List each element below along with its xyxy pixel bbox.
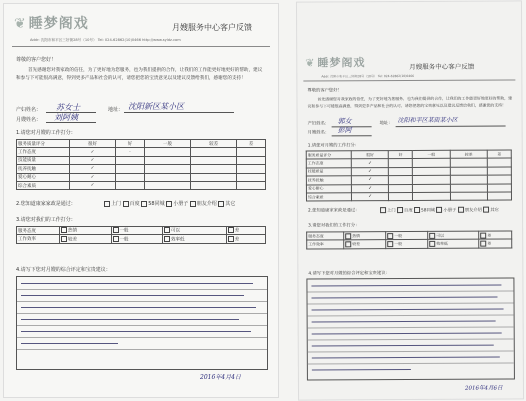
rating-row-label: 爱心耐心 xyxy=(17,173,70,181)
rating-check: ✓ xyxy=(351,176,388,185)
rating-header: 好 xyxy=(389,150,413,159)
option-label: 朋友介绍 xyxy=(464,208,482,214)
rating-header: 好 xyxy=(116,140,145,148)
service-table xyxy=(306,230,512,249)
rating-check: ✓ xyxy=(351,167,388,176)
option-label: 热情 xyxy=(352,232,360,238)
option-label: 58同城 xyxy=(420,208,436,214)
question-1: 1.请您对月嫂的工作打分： xyxy=(307,143,360,149)
service-table xyxy=(16,226,266,244)
rating-cell: · xyxy=(116,148,145,156)
option-label: 百度 xyxy=(129,201,140,207)
question-4: 4.请写下您对月嫂的综合评定和宝贵建议： xyxy=(308,271,390,277)
handwritten-line xyxy=(21,315,263,324)
handwritten-line xyxy=(21,303,263,312)
nanny-name: 刘阿姨 xyxy=(54,113,78,122)
rating-header: 很好 xyxy=(70,140,116,148)
option-label: 小册子 xyxy=(173,201,189,207)
rating-check: ✓ xyxy=(70,173,116,181)
option-label: 较差 xyxy=(68,237,77,243)
date-signature: 2016年4月4日 xyxy=(200,374,241,381)
logo-text: 睡梦阁戏 xyxy=(28,16,89,32)
table-row xyxy=(306,192,511,201)
rating-header: 一般 xyxy=(413,150,450,159)
greeting: 尊敬的客户您好！ xyxy=(307,88,342,94)
feedback-form-left xyxy=(4,4,278,397)
handwritten-line xyxy=(312,316,510,326)
option-label: 一般 xyxy=(119,228,129,234)
customer-label: 产妇姓名： xyxy=(16,107,42,113)
rating-header: 很好 xyxy=(351,151,388,160)
table-row xyxy=(17,156,266,164)
rating-row-label: 抚养抚触 xyxy=(306,176,351,185)
form-title: 月嫂服务中心客户反馈 xyxy=(172,23,252,32)
customer-name: 郭女 xyxy=(337,117,352,126)
option-label: 差 xyxy=(234,228,240,234)
option-label: 上门 xyxy=(111,201,122,207)
rating-check: ✓ xyxy=(70,148,116,156)
question-2: 2.您知道康家家政是通过： xyxy=(16,201,76,207)
option-label: 一般 xyxy=(394,241,403,247)
rating-header: 较差 xyxy=(450,150,487,159)
handwritten-line xyxy=(311,280,509,290)
option-label: 热情 xyxy=(68,228,77,234)
address-underline xyxy=(396,125,506,126)
question-4: 4.请写下您对月嫂的综合评定和宝贵建议： xyxy=(16,267,111,273)
handwritten-line xyxy=(21,291,263,300)
company-logo: ❦ 睡梦阁戏 xyxy=(14,16,89,32)
address-label: 地址： xyxy=(379,121,393,127)
handwritten-line xyxy=(312,328,510,338)
option-label: 较差 xyxy=(352,241,361,247)
nanny-label: 月嫂姓名： xyxy=(307,130,330,136)
option-label: 其它 xyxy=(490,208,499,214)
company-logo: ❦ 睡梦阁戏 xyxy=(305,56,366,70)
table-row xyxy=(17,235,266,243)
form-address: Addr: 沈阳市和平区三好街28号（10号） Tel: 024-62862(10)0466 http://www.syldz.com xyxy=(30,38,181,42)
rating-header: 差 xyxy=(487,150,511,159)
question-2: 2.您知道康家家政是通过： xyxy=(308,208,360,214)
rating-check: ✓ xyxy=(70,181,116,189)
intro-paragraph: 首先感谢您对我家政的信任，为了更好地为您服务，也为我们提供的合作，让我们的工作能更好地更好的帮助，建议和参与下可能很高满意，得到更多产品和社会的认可，请您把您的宝贵意见以及建议反馈给我们，感谢您的支持！ xyxy=(16,68,263,81)
suggestion-box xyxy=(16,276,268,370)
service-row-label: 服务态度 xyxy=(17,227,60,235)
rating-header: 较差 xyxy=(191,140,237,148)
option-label: 朋友介绍 xyxy=(196,201,217,207)
customer-label: 产妇姓名： xyxy=(307,121,330,127)
address-value: 沈阳新区某小区 xyxy=(128,102,184,111)
date-signature: 2016年4月6日 xyxy=(464,385,503,392)
handwritten-line xyxy=(21,327,263,336)
option-label: 可以 xyxy=(171,228,180,234)
rating-row-label: 工作态度 xyxy=(17,148,70,156)
header-rule xyxy=(303,79,515,81)
question-3: 3.请您对我们的工作打分： xyxy=(16,217,76,223)
handwritten-line xyxy=(312,340,510,350)
source-options xyxy=(380,207,499,214)
question-1: 1.请您对月嫂的工作打分： xyxy=(16,130,76,136)
option-label: 效率低 xyxy=(171,237,185,243)
option-label: 一般 xyxy=(119,237,129,243)
rating-check: ✓ xyxy=(70,156,116,164)
feedback-form-right xyxy=(297,1,523,399)
handwritten-line xyxy=(312,304,510,314)
table-row xyxy=(17,165,266,173)
intro-paragraph: 首先感谢您对我家政的信任，为了更好地为您服务，也为我们提供的合作，让我们的工作能更好地更好的帮助，建议和参与下可能很高满意，得到更多产品和社会的认可，请您把您的宝贵意见以及建议反馈给我们，感谢您的支持！ xyxy=(307,95,513,109)
handwritten-line xyxy=(312,352,510,362)
option-label: 其它 xyxy=(225,201,236,207)
rating-check: ✓ xyxy=(351,184,388,193)
form-title: 月嫂服务中心客户反馈 xyxy=(409,62,475,72)
greeting: 尊敬的客户您好！ xyxy=(16,57,57,63)
nanny-underline xyxy=(332,135,372,136)
suggestion-box xyxy=(306,277,515,380)
rating-table xyxy=(16,139,266,190)
form-address: Addr: 沈阳市和平区三好街28号（10号） Tel: 024-62862(10)0466 xyxy=(321,73,415,79)
service-row-label: 工作效率 xyxy=(17,235,60,243)
question-3: 3.请您对我们的工作打分： xyxy=(308,223,360,229)
header-rule xyxy=(12,46,270,47)
address-underline xyxy=(124,112,234,113)
rating-row-label: 综合素质 xyxy=(306,193,351,202)
rating-row-label: 技能质量 xyxy=(306,168,351,177)
option-label: 上门 xyxy=(387,208,396,214)
option-label: 效率低 xyxy=(436,240,448,246)
option-label: 58同城 xyxy=(148,201,165,207)
nanny-underline xyxy=(46,122,96,123)
option-label: 差 xyxy=(487,232,492,238)
handwritten-line xyxy=(312,364,510,374)
table-row xyxy=(17,173,266,181)
rating-row-label: 工作态度 xyxy=(306,159,351,168)
service-row-label: 工作效率 xyxy=(307,240,344,249)
option-label: 一般 xyxy=(394,232,402,238)
handwritten-line xyxy=(21,339,263,348)
rating-row-label: 综合素质 xyxy=(17,181,70,189)
option-label: 差 xyxy=(234,237,240,243)
option-label: 差 xyxy=(487,240,492,246)
logo-text: 睡梦阁戏 xyxy=(317,56,366,70)
address-value: 沈阳和平区某街某小区 xyxy=(397,116,458,125)
rating-check: ✓ xyxy=(351,159,388,168)
rating-check: ✓ xyxy=(351,193,388,202)
handwritten-line xyxy=(311,292,509,302)
rating-table xyxy=(306,149,512,201)
service-row-label: 服务态度 xyxy=(307,232,344,241)
source-options xyxy=(104,200,235,207)
option-label: 可以 xyxy=(436,232,444,238)
nanny-label: 月嫂姓名： xyxy=(16,117,42,123)
handwritten-line xyxy=(21,279,263,288)
table-row xyxy=(307,239,512,248)
customer-name: 苏女士 xyxy=(56,103,80,112)
rating-row-label: 抚养抚触 xyxy=(17,165,70,173)
table-row xyxy=(17,227,266,235)
rating-header: 一般 xyxy=(144,140,190,148)
rating-header: 差 xyxy=(237,140,266,148)
rating-check: ✓ xyxy=(70,165,116,173)
nanny-name: 彭阿 xyxy=(337,126,352,135)
option-label: 小册子 xyxy=(443,208,457,214)
rating-row-label: 技能质量 xyxy=(17,156,70,164)
address-label: 地址： xyxy=(108,107,124,113)
table-row xyxy=(17,181,266,189)
table-row xyxy=(17,148,266,156)
rating-row-label: 爱心耐心 xyxy=(306,184,351,193)
rating-header: 服务质量评分 xyxy=(17,140,70,148)
rating-header: 服务质量评分 xyxy=(306,151,351,160)
option-label: 百度 xyxy=(404,208,413,214)
